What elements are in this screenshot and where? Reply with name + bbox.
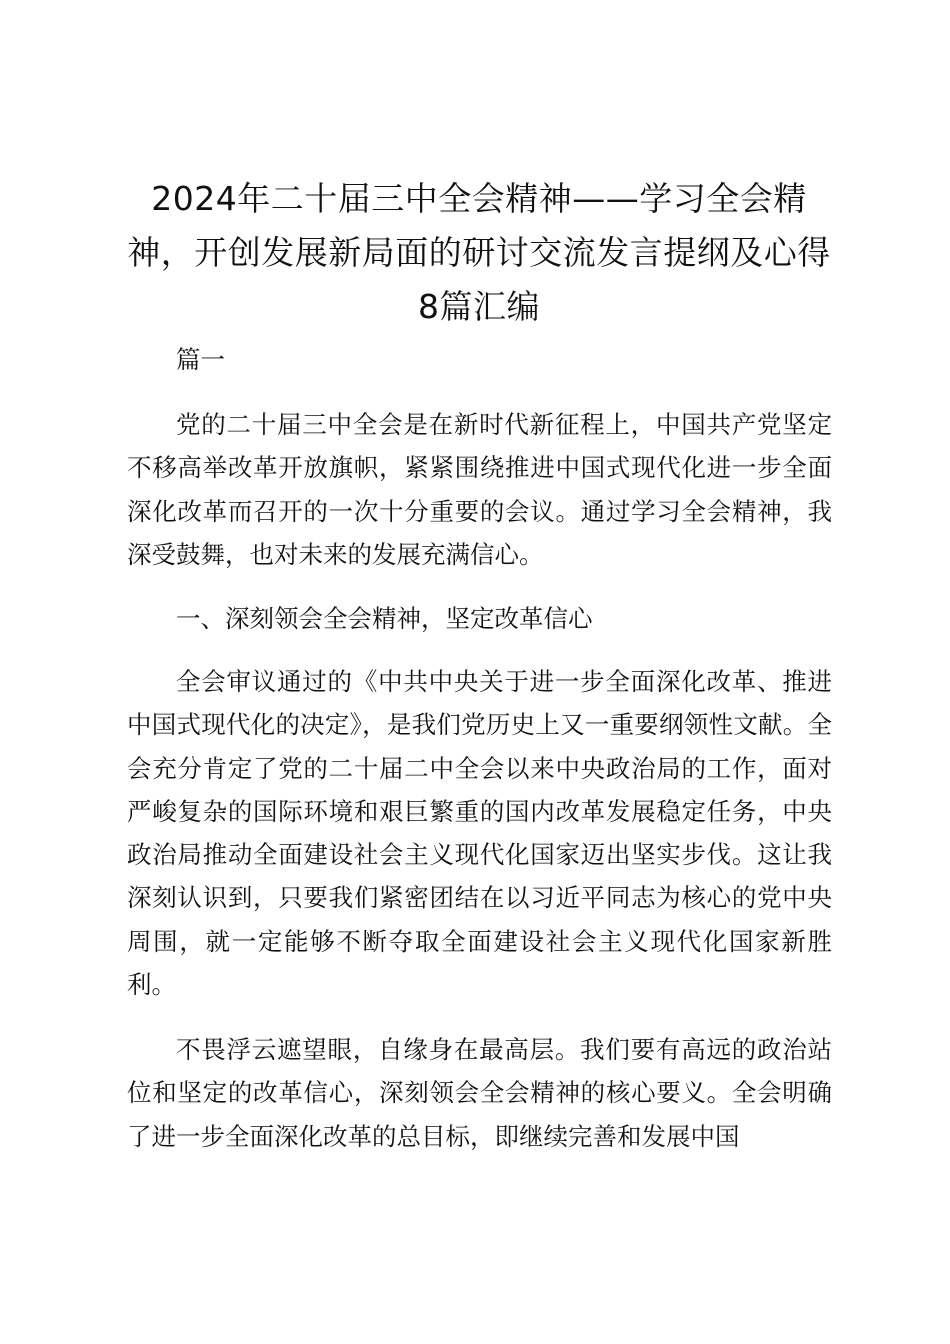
- paragraph-intro: 党的二十届三中全会是在新时代新征程上，中国共产党坚定不移高举改革开放旗帜，紧紧围绕推进中国式现代化进一步全面深化改革而召开的一次十分重要的会议。通过学习全会精神，我深受鼓舞，也对未来的发展充满信心。: [127, 410, 832, 569]
- paragraph-reform: 不畏浮云遮望眼，自缘身在最高层。我们要有高远的政治站位和坚定的改革信心，深刻领会全会精神的核心要义。全会明确了进一步全面深化改革的总目标，即继续完善和发展中国: [127, 1035, 832, 1151]
- section-heading: 一、深刻领会全会精神，坚定改革信心: [176, 604, 593, 633]
- paragraph-decision: 全会审议通过的《中共中央关于进一步全面深化改革、推进中国式现代化的决定》，是我们党历史上又一重要纲领性文献。全会充分肯定了党的二十届二中全会以来中央政治局的工作，面对严峻复杂的国际环境和艰巨繁重的国内改革发展稳定任务，中央政治局推动全面建设社会主义现代化国家迈出坚实步伐。这让我深刻认识到，只要我们紧密团结在以习近平同志为核心的党中央周围，就一定能够不断夺取全面建设社会主义现代化国家新胜利。: [127, 667, 832, 1000]
- section-label: 篇一: [176, 345, 225, 374]
- document-title: 2024年二十届三中全会精神——学习全会精神，开创发展新局面的研讨交流发言提纲及心得8篇汇编: [127, 179, 831, 326]
